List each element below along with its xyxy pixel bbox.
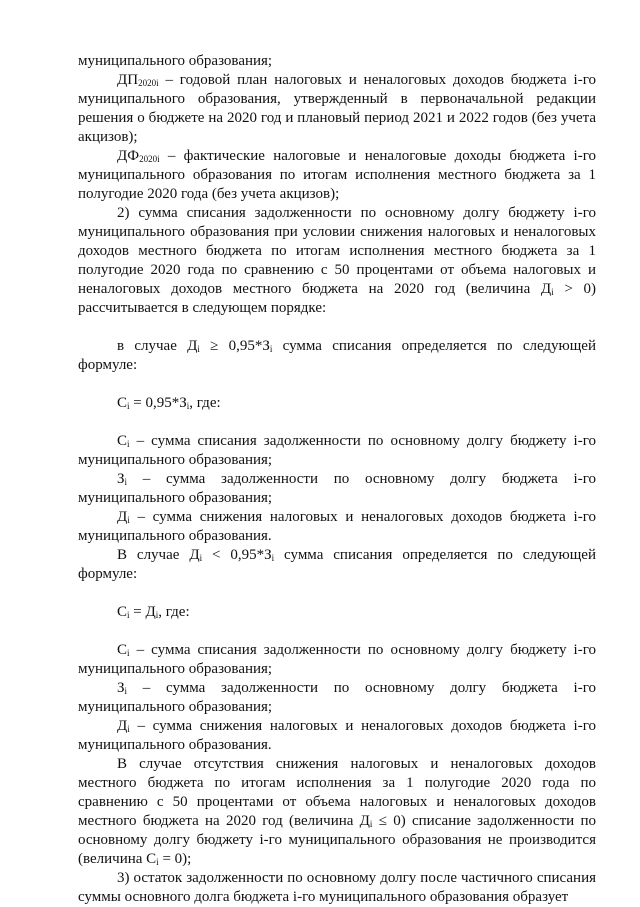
text: С xyxy=(117,395,128,411)
text: В случае Д xyxy=(117,547,200,563)
text: – сумма снижения налоговых и неналоговых доходов бюджета i-го муниципального образования. xyxy=(78,509,596,544)
subscript: i xyxy=(124,477,128,487)
case-3-no-reduction xyxy=(78,755,596,869)
spacer xyxy=(78,318,596,337)
definition-c xyxy=(78,432,596,470)
definition-dp xyxy=(78,71,596,147)
text: – сумма списания задолженности по основному долгу бюджету i-го муниципального образования; xyxy=(78,433,596,468)
subscript: i xyxy=(186,401,190,411)
text: = 0,95*З xyxy=(129,395,187,411)
text: сумма списания определяется по следующей формуле: xyxy=(78,338,596,373)
text: З xyxy=(117,471,125,487)
text: – сумма списания задолженности по основному долгу бюджету i-го муниципального образования; xyxy=(78,642,596,677)
text: 3) остаток задолженности по основному долгу после частичного списания суммы основного долга бюджета i-го муниципального образования образует xyxy=(78,870,596,905)
text: ≤ 0) списание задолженности по основному долгу бюджету i-го муниципального образования не производится (величина С xyxy=(78,813,596,867)
text: , где: xyxy=(189,395,221,411)
subscript: i xyxy=(124,686,128,696)
subscript: i xyxy=(127,610,130,620)
text: сумма списания определяется по следующей формуле: xyxy=(78,547,596,582)
text: – фактические налоговые и неналоговые доходы бюджета i-го муниципального образования по итогам исполнения местного бюджета за 1 полугодие 2020 года (без учета акцизов); xyxy=(78,148,596,202)
subscript: i xyxy=(127,401,130,411)
subscript: i xyxy=(199,553,203,563)
subscript: 2020i xyxy=(138,78,159,88)
clause-3 xyxy=(78,869,596,907)
subscript: 2020i xyxy=(139,154,160,164)
definition-z xyxy=(78,470,596,508)
formula-1 xyxy=(78,394,596,413)
text: Д xyxy=(117,718,128,734)
text: = 0); xyxy=(158,851,192,867)
text: – сумма снижения налоговых и неналоговых доходов бюджета i-го муниципального образования. xyxy=(78,718,596,753)
definition-d xyxy=(78,508,596,546)
definition-df xyxy=(78,147,596,204)
text: < 0,95*З xyxy=(202,547,272,563)
text: , где: xyxy=(158,604,190,620)
text: = Д xyxy=(129,604,156,620)
text: – сумма задолженности по основному долгу бюджета i-го муниципального образования; xyxy=(78,471,596,506)
clause-2 xyxy=(78,204,596,318)
text: С xyxy=(117,604,128,620)
spacer xyxy=(78,622,596,641)
text: ≥ 0,95*З xyxy=(199,338,270,354)
subscript: i xyxy=(127,439,130,449)
text: 2) сумма списания задолженности по основному долгу бюджету i-го муниципального образования при условии снижения налоговых и неналоговых доходов местного бюджета по итогам исполнения местного бюджета за 1 полугодие 2020 года по сравнению с 50 процентами от объема налоговых и неналоговых доходов местного бюджета на 2020 год (величина Д xyxy=(78,205,596,297)
case-2-condition xyxy=(78,546,596,584)
paragraph-continuation xyxy=(78,52,596,71)
text: З xyxy=(117,680,125,696)
definition-d-2 xyxy=(78,717,596,755)
subscript: i xyxy=(127,515,130,525)
subscript: i xyxy=(127,724,130,734)
text: ДП xyxy=(117,72,139,88)
spacer xyxy=(78,413,596,432)
text: муниципального образования; xyxy=(78,53,273,69)
subscript: i xyxy=(271,553,275,563)
subscript: i xyxy=(156,857,159,867)
text: Д xyxy=(117,509,128,525)
subscript: i xyxy=(369,819,373,829)
text: > 0) рассчитывается в следующем порядке: xyxy=(78,281,596,316)
subscript: i xyxy=(197,344,200,354)
definition-z-2 xyxy=(78,679,596,717)
text: – годовой план налоговых и неналоговых доходов бюджета i-го муниципального образования, утвержденный в первоначальной редакции решения о бюджете на 2020 год и плановый период 2021 и 2022 годов (без учета акцизов); xyxy=(78,72,596,145)
subscript: i xyxy=(551,287,554,297)
formula-2 xyxy=(78,603,596,622)
subscript: i xyxy=(127,648,130,658)
text: – сумма задолженности по основному долгу бюджета i-го муниципального образования; xyxy=(78,680,596,715)
text: С xyxy=(117,433,128,449)
text: В случае отсутствия снижения налоговых и неналоговых доходов местного бюджета по итогам исполнения за 1 полугодие 2020 года по сравнению с 50 процентами от объема налоговых и неналоговых доходов местного бюджета на 2020 год (величина Д xyxy=(78,756,596,829)
text: в случае Д xyxy=(117,338,198,354)
subscript: i xyxy=(155,610,159,620)
document-page xyxy=(78,52,596,907)
definition-c-2 xyxy=(78,641,596,679)
text: С xyxy=(117,642,128,658)
subscript: i xyxy=(269,344,273,354)
case-1-condition xyxy=(78,337,596,375)
text: ДФ xyxy=(117,148,140,164)
